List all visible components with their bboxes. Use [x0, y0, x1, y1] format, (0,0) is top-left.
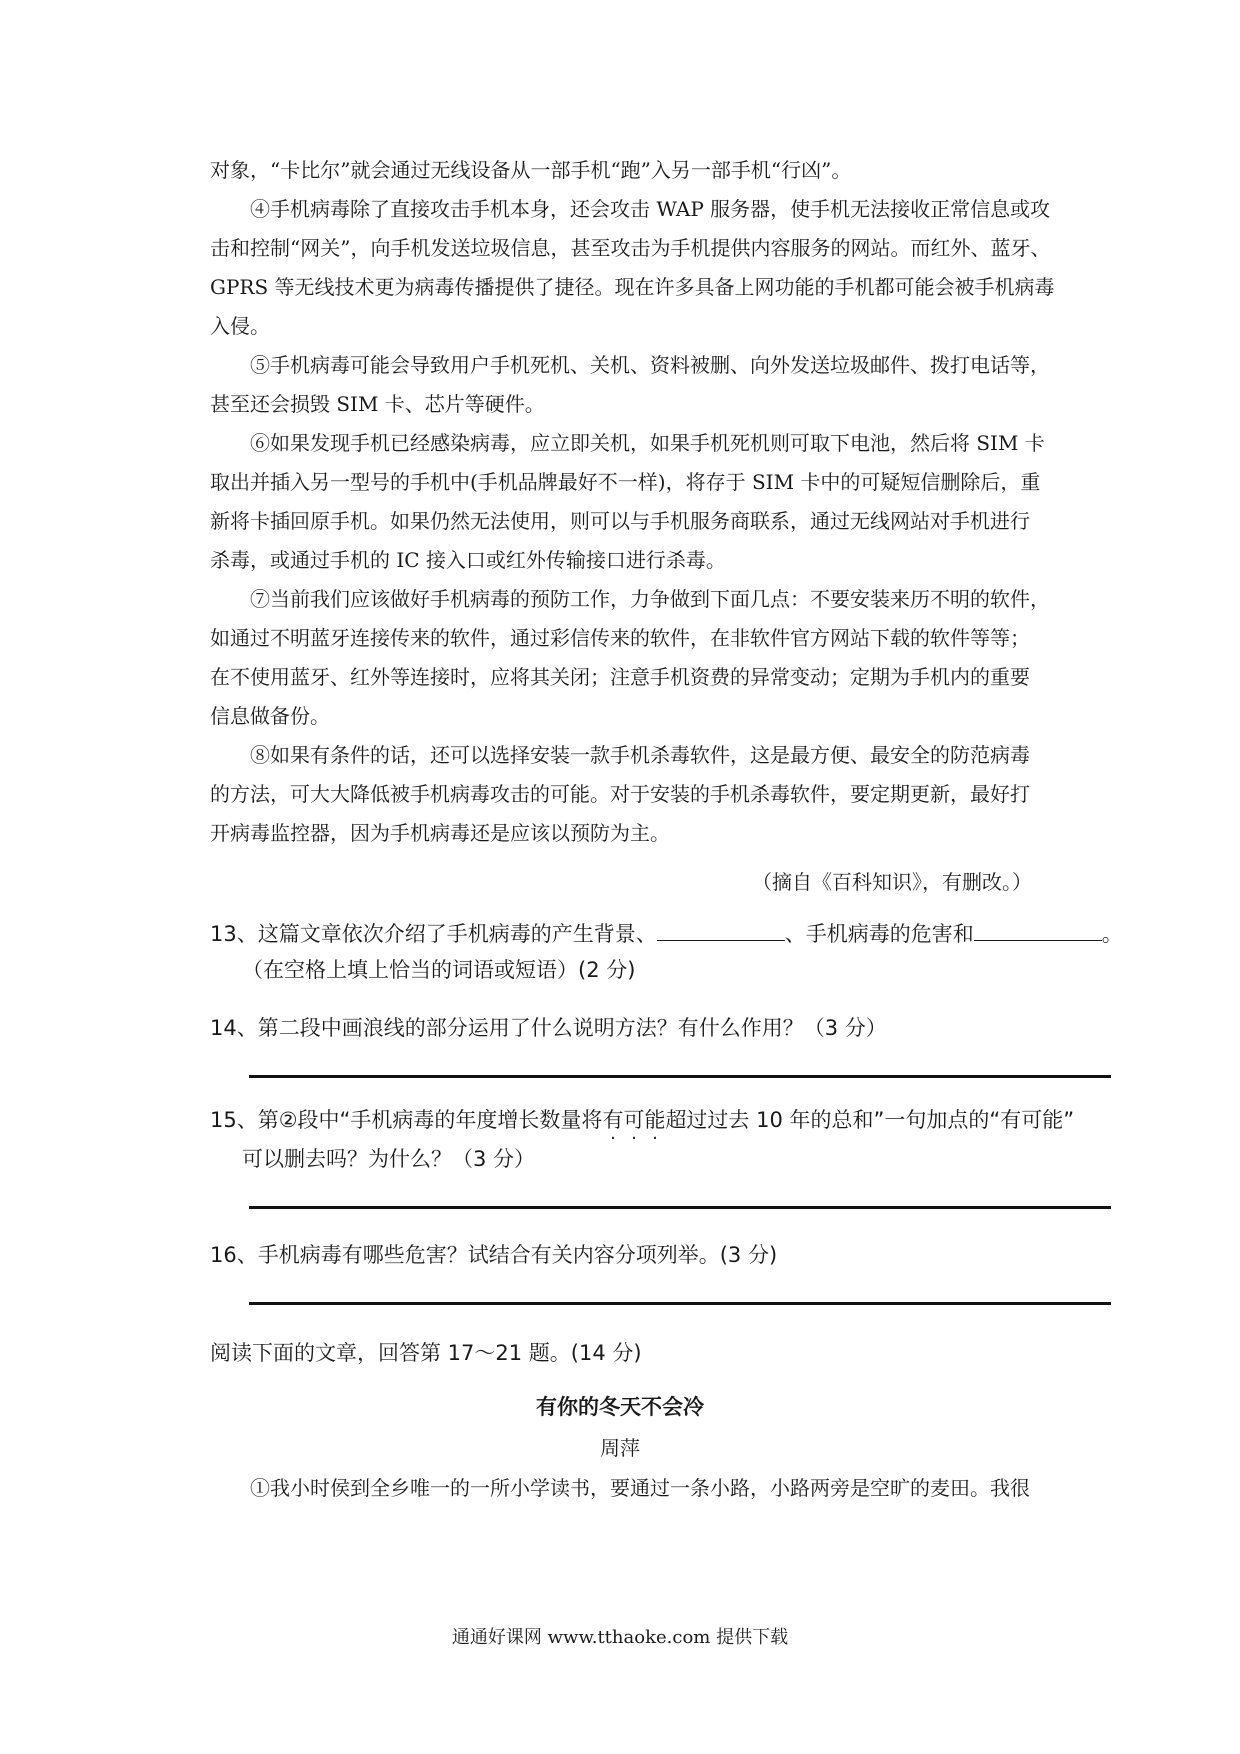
article-source: （摘自《百科知识》，有删改。） — [752, 870, 1032, 894]
article-line-12: ⑦当前我们应该做好手机病毒的预防工作，力争做到下面几点：不要安装来历不明的软件， — [250, 587, 1050, 611]
article-line-14: 在不使用蓝牙、红外等连接时，应将其关闭；注意手机资费的异常变动；定期为手机内的重要 — [210, 665, 1030, 689]
article-line-3: 击和控制“网关”，向手机发送垃圾信息，甚至攻击为手机提供内容服务的网站。而红外、蓝牙、 — [210, 236, 1051, 260]
article-line-16: ⑧如果有条件的话，还可以选择安装一款手机杀毒软件，这是最方便、最安全的防范病毒 — [250, 743, 1030, 767]
question-13-text-c: 。 — [1101, 922, 1123, 946]
question-13-text-b: 、手机病毒的危害和 — [784, 922, 974, 946]
article-line-1: 对象，“卡比尔”就会通过无线设备从一部手机“跑”入另一部手机“行凶”。 — [210, 158, 852, 182]
question-13-text-a: 13、这篇文章依次介绍了手机病毒的产生背景、 — [210, 922, 657, 946]
article-line-8: ⑥如果发现手机已经感染病毒，应立即关机，如果手机死机则可取下电池，然后将 SIM 卡 — [250, 431, 1045, 455]
article-line-15: 信息做备份。 — [210, 704, 330, 728]
article-line-11: 杀毒，或通过手机的 IC 接入口或红外传输接口进行杀毒。 — [210, 548, 726, 572]
reading-author: 周萍 — [600, 1436, 640, 1460]
reading-first-line: ①我小时侯到全乡唯一的一所小学读书，要通过一条小路，小路两旁是空旷的麦田。我很 — [250, 1476, 1030, 1500]
question-14: 14、第二段中画浪线的部分运用了什么说明方法？有什么作用？（3 分） — [210, 1016, 887, 1040]
question-16: 16、手机病毒有哪些危害？试结合有关内容分项列举。(3 分) — [210, 1243, 778, 1267]
article-line-18: 开病毒监控器，因为手机病毒还是应该以预防为主。 — [210, 821, 670, 845]
article-line-7: 甚至还会损毁 SIM 卡、芯片等硬件。 — [210, 392, 545, 416]
answer-line-16[interactable] — [249, 1302, 1111, 1305]
question-15 — [210, 1105, 1110, 1135]
reading-intro: 阅读下面的文章，回答第 17～21 题。(14 分) — [210, 1341, 642, 1365]
page-footer: 通通好课网 www.tthaoke.com 提供下载 — [451, 1627, 789, 1648]
article-line-4: GPRS 等无线技术更为病毒传播提供了捷径。现在许多具备上网功能的手机都可能会被手机病毒 — [210, 275, 1055, 299]
article-line-5: 入侵。 — [210, 314, 270, 338]
answer-blank-1[interactable] — [657, 918, 785, 941]
emphasis-dot-char-3: 能 — [644, 1108, 666, 1132]
emphasis-dot-char-1: 有 — [602, 1108, 624, 1132]
emphasis-dot-char-2: 可 — [623, 1108, 645, 1132]
answer-blank-2[interactable] — [974, 918, 1102, 941]
article-line-2: ④手机病毒除了直接攻击手机本身，还会攻击 WAP 服务器，使手机无法接收正常信息或攻 — [250, 197, 1051, 221]
answer-line-14[interactable] — [249, 1075, 1111, 1078]
answer-line-15[interactable] — [249, 1206, 1111, 1209]
article-line-6: ⑤手机病毒可能会导致用户手机死机、关机、资料被删、向外发送垃圾邮件、拨打电话等， — [250, 353, 1050, 377]
question-13-note: （在空格上填上恰当的词语或短语）(2 分) — [242, 958, 636, 982]
reading-title: 有你的冬天不会冷 — [536, 1394, 704, 1419]
question-15-note: 可以删去吗？为什么？（3 分） — [242, 1147, 536, 1171]
article-line-13: 如通过不明蓝牙连接传来的软件，通过彩信传来的软件，在非软件官方网站下载的软件等等； — [210, 626, 1030, 650]
article-line-17: 的方法，可大大降低被手机病毒攻击的可能。对于安装的手机杀毒软件，要定期更新，最好打 — [210, 782, 1030, 806]
article-line-10: 新将卡插回原手机。如果仍然无法使用，则可以与手机服务商联系，通过无线网站对手机进行 — [210, 509, 1030, 533]
question-15-text-b: 超过过去 10 年的总和”一句加点的“有可能” — [665, 1108, 1075, 1132]
question-13 — [210, 918, 1123, 949]
question-15-text-a: 15、第②段中“手机病毒的年度增长数量将 — [210, 1108, 603, 1132]
article-line-9: 取出并插入另一型号的手机中(手机品牌最好不一样)，将存于 SIM 卡中的可疑短信删除后，重 — [210, 470, 1041, 494]
